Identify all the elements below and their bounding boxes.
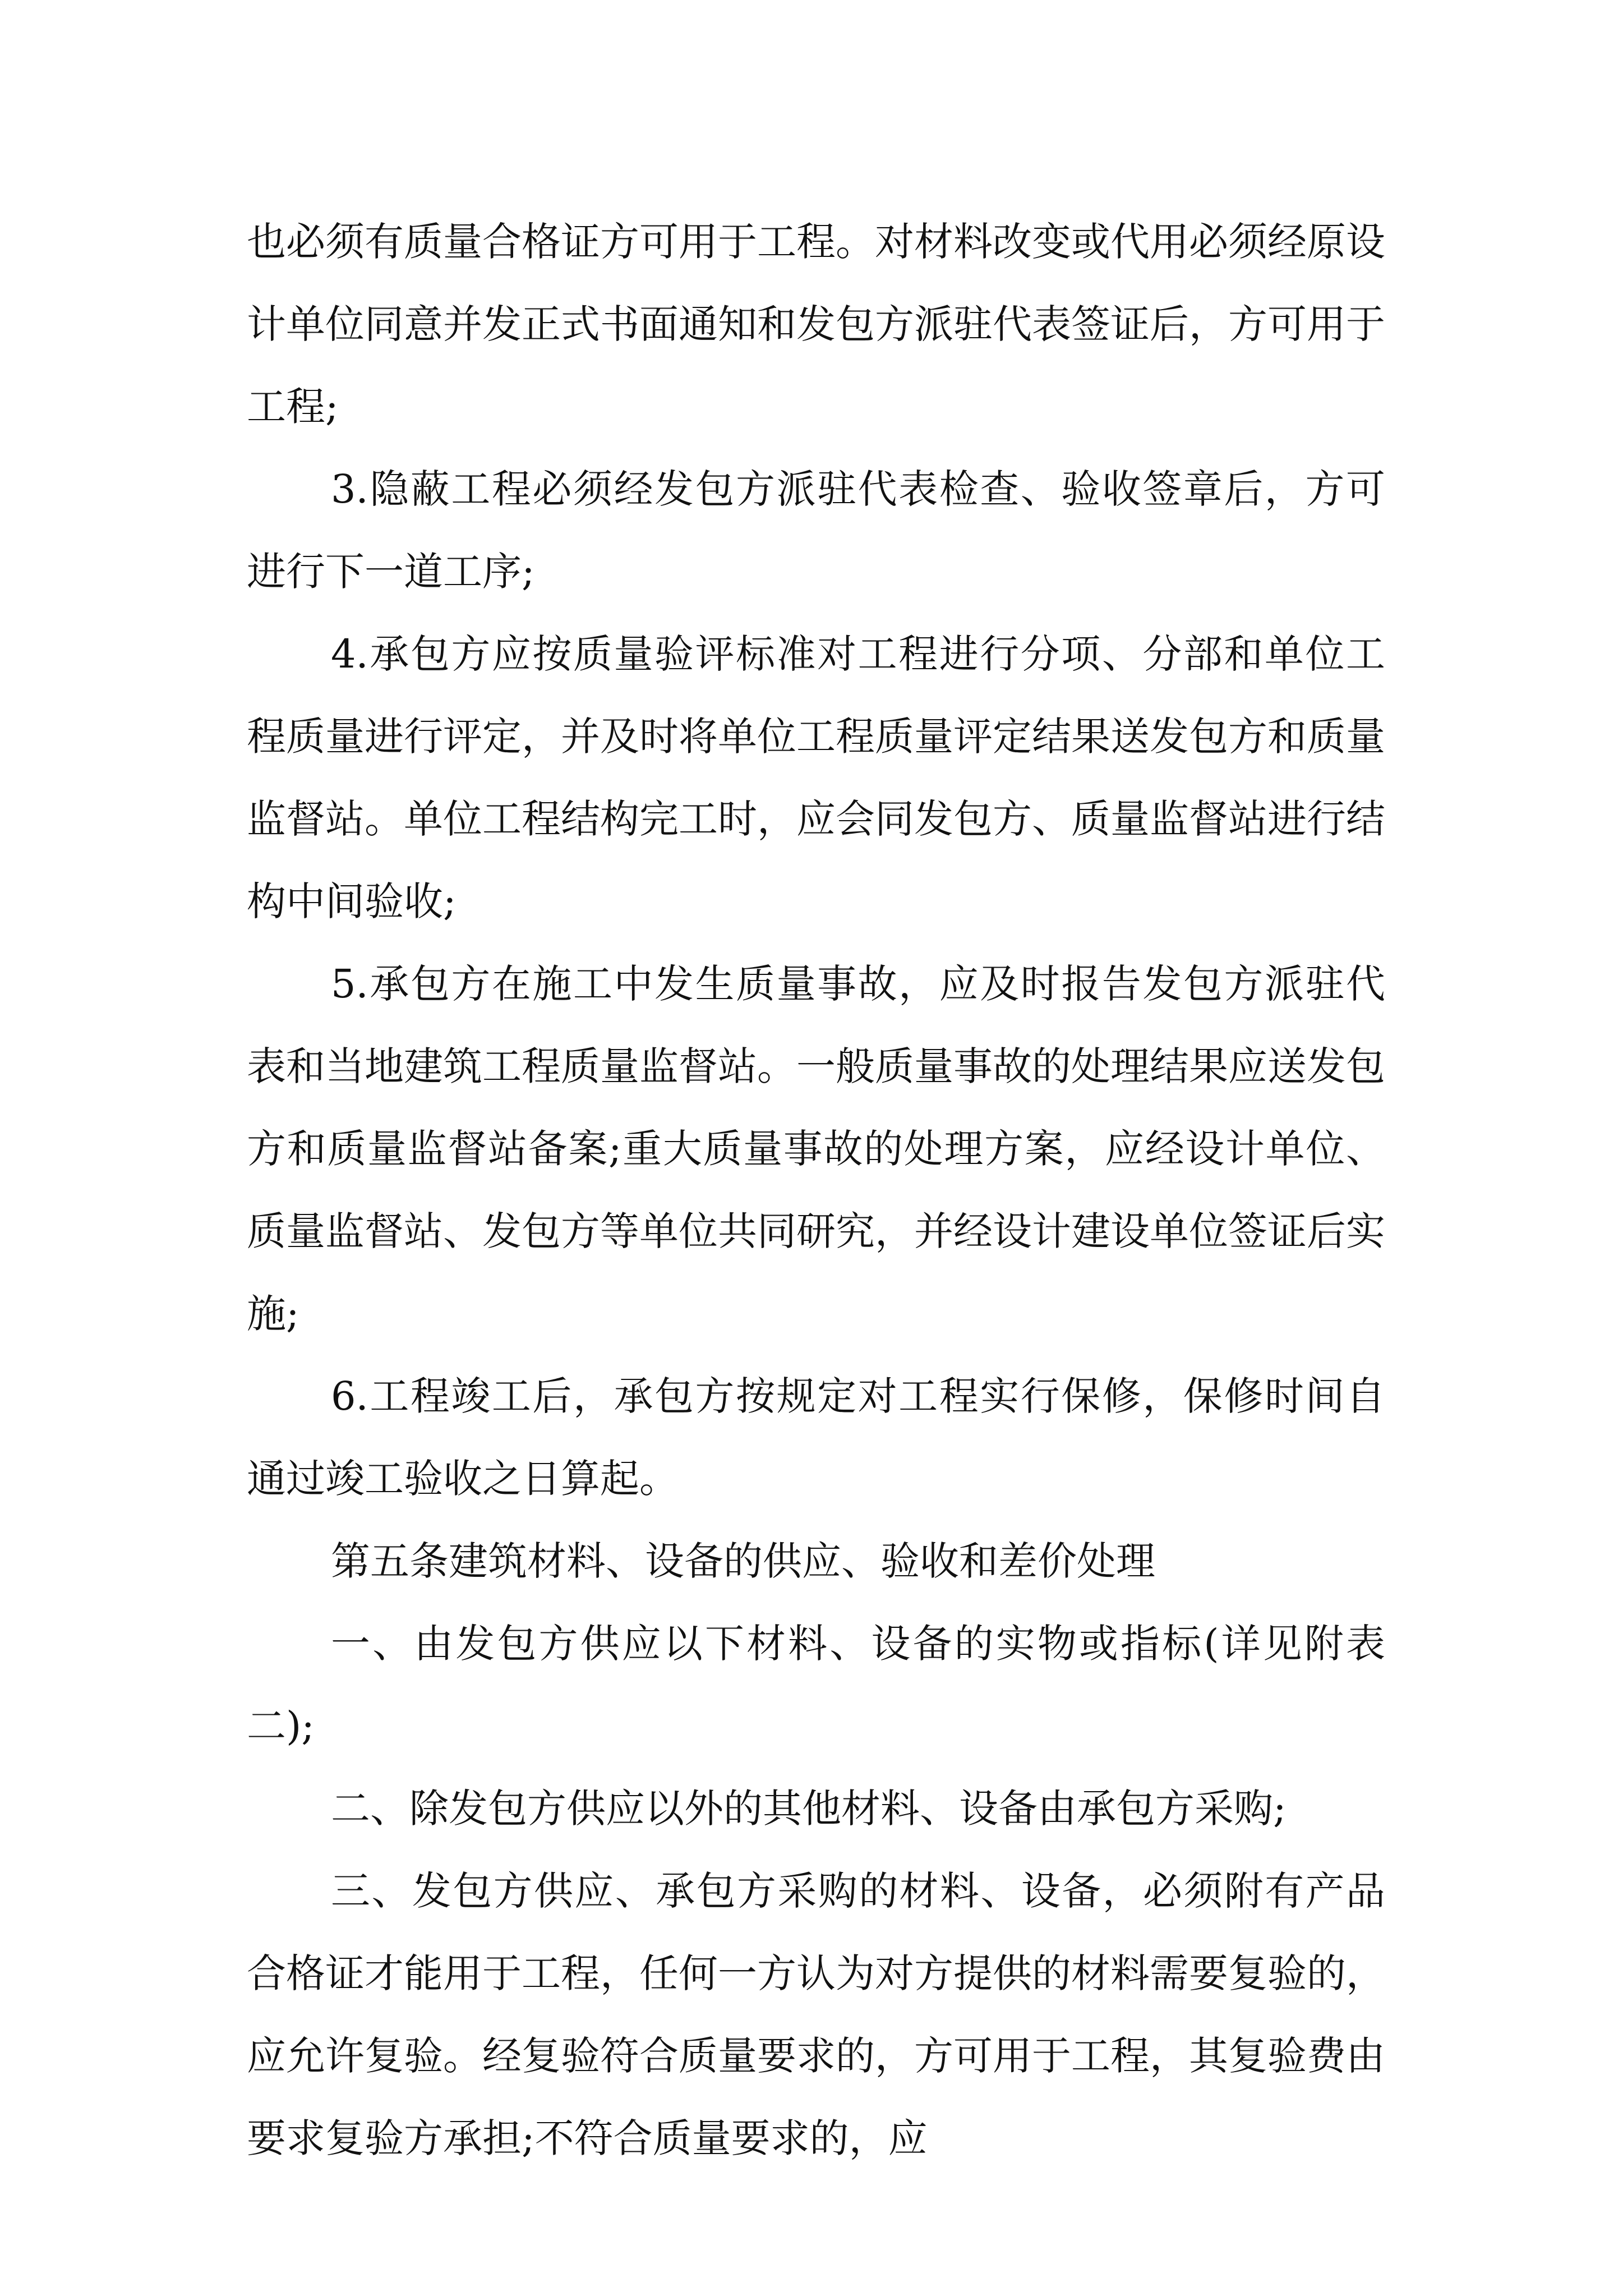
paragraph-continuation: 也必须有质量合格证方可用于工程。对材料改变或代用必须经原设计单位同意并发正式书面通知和发包方派驻代表签证后，方可用于工程; — [247, 219, 1385, 430]
section-heading-article-5: 第五条建筑材料、设备的供应、验收和差价处理 — [331, 1538, 1155, 1584]
paragraph-clause-3: 三、发包方供应、承包方采购的材料、设备，必须附有产品合格证才能用于工程，任何一方认为对方提供的材料需要复验的，应允许复验。经复验符合质量要求的，方可用于工程，其复验费由要求复验方承担;不符合质量要求的，应 — [247, 1868, 1385, 2161]
document-page — [247, 201, 1385, 2180]
paragraph-item-4: 4.承包方应按质量验评标准对工程进行分项、分部和单位工程质量进行评定，并及时将单位工程质量评定结果送发包方和质量监督站。单位工程结构完工时，应会同发包方、质量监督站进行结构中间验收; — [247, 631, 1385, 924]
paragraph-item-6: 6.工程竣工后，承包方按规定对工程实行保修，保修时间自通过竣工验收之日算起。 — [247, 1373, 1385, 1502]
paragraph-item-3: 3.隐蔽工程必须经发包方派驻代表检查、验收签章后，方可进行下一道工序; — [247, 466, 1385, 595]
paragraph-item-5: 5.承包方在施工中发生质量事故，应及时报告发包方派驻代表和当地建筑工程质量监督站。一般质量事故的处理结果应送发包方和质量监督站备案;重大质量事故的处理方案，应经设计单位、质量监督站、发包方等单位共同研究，并经设计建设单位签证后实施; — [247, 961, 1385, 1337]
paragraph-clause-2: 二、除发包方供应以外的其他材料、设备由承包方采购; — [331, 1786, 1287, 1832]
paragraph-clause-1: 一、由发包方供应以下材料、设备的实物或指标(详见附表二); — [247, 1621, 1385, 1749]
